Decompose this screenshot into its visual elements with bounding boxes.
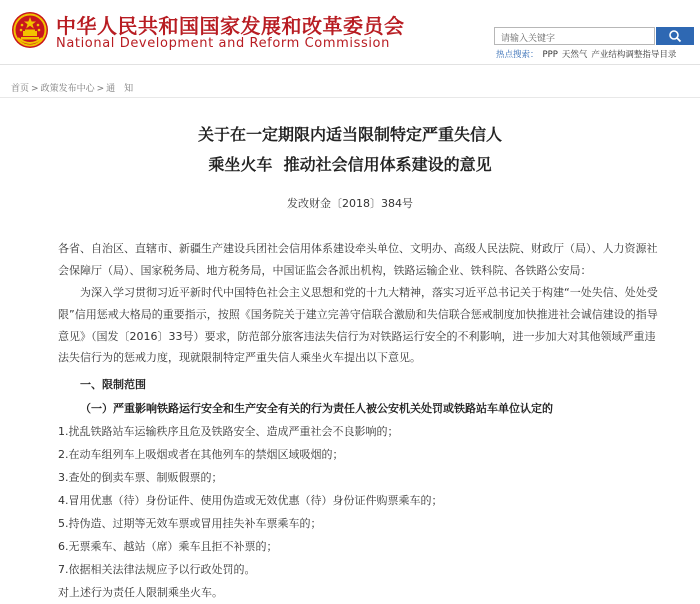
list-item: 1.扰乱铁路站车运输秩序且危及铁路安全、造成严重社会不良影响的； xyxy=(58,425,399,438)
list-item: 2.在动车组列车上吸烟或者在其他列车的禁烟区域吸烟的； xyxy=(58,448,344,461)
breadcrumb-notice[interactable]: 通 知 xyxy=(106,84,134,94)
addressees-paragraph: 各省、自治区、直辖市、新疆生产建设兵团社会信用体系建设牵头单位、文明办、高级人民法院、财政厅（局）、人力资源社会保障厅（局）、国家税务局、地方税务局，中国证监会各派出机构，铁路运输企业、铁科院、各铁路公安局： xyxy=(58,242,658,277)
list-item: 7.依据相关法律法规应予以行政处罚的。 xyxy=(58,563,256,576)
site-header xyxy=(0,0,700,64)
list-item: 5.持伪造、过期等无效车票或冒用挂失补车票乘车的； xyxy=(58,517,322,530)
hot-search xyxy=(496,48,700,60)
search-input[interactable]: 请输入关键字 xyxy=(494,27,655,45)
breadcrumb-home[interactable]: 首页 xyxy=(11,84,30,94)
breadcrumb-divider xyxy=(0,97,700,98)
hot-search-link[interactable]: PPP xyxy=(542,50,558,60)
hot-search-link[interactable]: 天然气 xyxy=(561,50,588,60)
article-title xyxy=(0,120,700,180)
article-title-line1: 关于在一定期限内适当限制特定严重失信人 xyxy=(197,125,502,144)
list-item: 3.查处的倒卖车票、制贩假票的； xyxy=(58,471,223,484)
section-heading: 一、限制范围 xyxy=(80,378,146,391)
breadcrumb-separator: > xyxy=(31,84,39,94)
list-item: 6.无票乘车、越站（席）乘车且拒不补票的； xyxy=(58,540,278,553)
subsection-heading: （一）严重影响铁路运行安全和生产安全有关的行为责任人被公安机关处罚或铁路站车单位认定的 xyxy=(80,402,553,415)
document-number: 发改财金〔2018〕384号 xyxy=(287,197,413,210)
breadcrumb-policy-center[interactable]: 政策发布中心 xyxy=(40,84,95,94)
search-button[interactable] xyxy=(656,27,694,45)
search-icon xyxy=(668,29,682,43)
site-title-cn: 中华人民共和国国家发展和改革委员会 xyxy=(56,14,405,38)
closing-sentence: 对上述行为责任人限制乘坐火车。 xyxy=(58,586,223,599)
breadcrumb-separator: > xyxy=(96,84,105,94)
intro-paragraph: 为深入学习贯彻习近平新时代中国特色社会主义思想和党的十九大精神，落实习近平总书记关于构建“一处失信、处处受限”信用惩戒大格局的重要指示，按照《国务院关于建立完善守信联合激励和失信联合惩戒制度加快推进社会诚信建设的指导意见》（国发〔2016〕33号）要求，防范部分旅客违法失信行为对铁路运行安全的不利影响，进一步加大对其他领域严重违法失信行为的惩戒力度，现就限制特定严重失信人乘坐火车提出以下意见。 xyxy=(58,286,658,365)
national-emblem-icon[interactable] xyxy=(11,10,49,50)
article-title-line2: 乘坐火车 推动社会信用体系建设的意见 xyxy=(208,155,492,174)
breadcrumb xyxy=(11,81,135,94)
hot-search-link[interactable]: 产业结构调整指导目录 xyxy=(591,50,677,60)
list-item: 4.冒用优惠（待）身份证件、使用伪造或无效优惠（待）身份证件购票乘车的； xyxy=(58,494,443,507)
hot-search-label: 热点搜索： xyxy=(496,50,539,60)
site-title-en: National Development and Reform Commission xyxy=(56,36,390,51)
header-divider xyxy=(0,64,700,65)
